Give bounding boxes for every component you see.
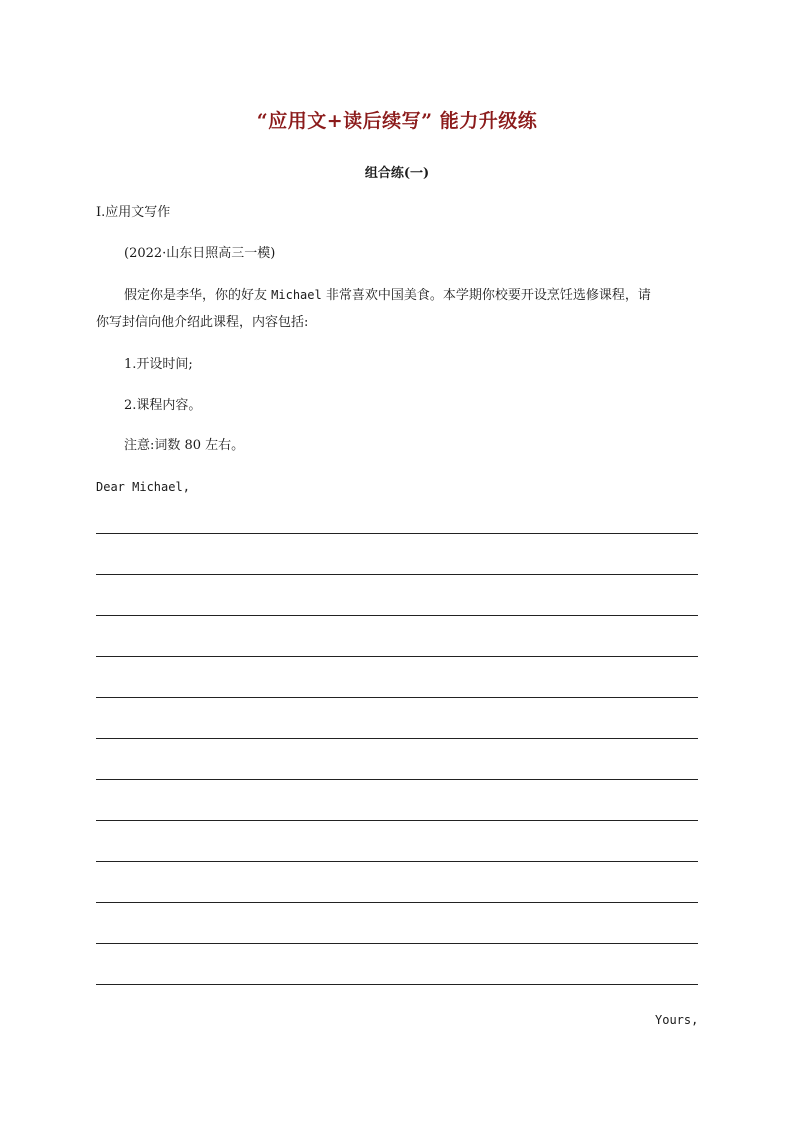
writing-line[interactable] [96,574,698,575]
prompt-name: Michael [271,288,322,302]
answer-area[interactable] [96,533,698,1025]
writing-line[interactable] [96,656,698,657]
writing-line[interactable] [96,697,698,698]
writing-line[interactable] [96,984,698,985]
question-source: (2022·山东日照高三一模) [124,246,276,261]
writing-line[interactable] [96,738,698,739]
writing-line[interactable] [96,779,698,780]
writing-line[interactable] [96,820,698,821]
prompt-text-after-name: 非常喜欢中国美食。本学期你校要开设烹饪选修课程，请 [321,288,651,303]
page-title: “应用文+读后续写” 能力升级练 [256,110,538,132]
writing-line[interactable] [96,533,698,534]
writing-line[interactable] [96,861,698,862]
section-heading: Ⅰ.应用文写作 [96,205,171,220]
writing-line[interactable] [96,943,698,944]
content-item-1: 1.开设时间; [124,357,193,372]
writing-line[interactable] [96,902,698,903]
prompt-line-1 [124,286,651,305]
writing-line[interactable] [96,615,698,616]
letter-greeting: Dear Michael, [96,480,190,494]
word-count-note: 注意:词数 80 左右。 [124,438,245,453]
content-item-2: 2.课程内容。 [124,398,202,413]
letter-closing: Yours, [655,1013,699,1027]
subtitle: 组合练(一) [364,166,430,181]
prompt-line-2: 你写封信向他介绍此课程，内容包括: [96,315,309,330]
prompt-text-before-name: 假定你是李华，你的好友 [124,288,272,303]
